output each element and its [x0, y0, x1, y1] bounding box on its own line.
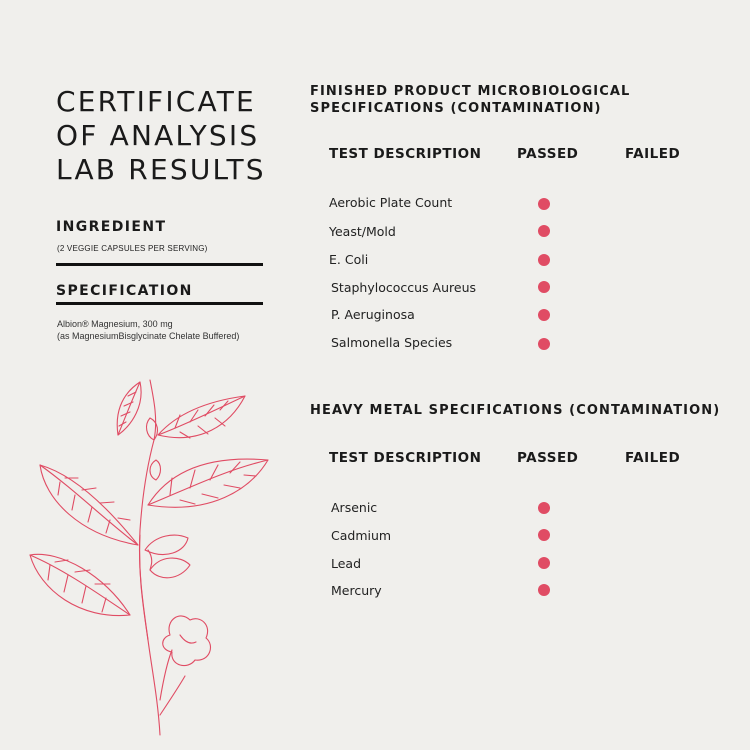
heavy-title: HEAVY METAL SPECIFICATIONS (CONTAMINATION) [310, 403, 721, 418]
ingredient-divider [56, 263, 263, 266]
micro-title-line-2: SPECIFICATIONS (CONTAMINATION) [310, 101, 602, 116]
specification-heading: SPECIFICATION [56, 283, 193, 299]
heavy-row-passed-dot [538, 557, 550, 569]
micro-row-label: Salmonella Species [331, 335, 453, 350]
micro-row-passed-dot [538, 281, 550, 293]
heavy-row-label: Cadmium [331, 528, 392, 543]
heavy-row-passed-dot [538, 529, 550, 541]
micro-row-passed-dot [538, 254, 550, 266]
heavy-row-passed-dot [538, 502, 550, 514]
micro-row-passed-dot [538, 225, 550, 237]
heavy-col-failed: FAILED [625, 450, 681, 466]
micro-row-label: Yeast/Mold [329, 224, 396, 239]
micro-row-passed-dot [538, 338, 550, 350]
specification-divider [56, 302, 263, 305]
micro-row-label: E. Coli [329, 252, 369, 267]
micro-col-test-description: TEST DESCRIPTION [329, 146, 482, 162]
heavy-col-passed: PASSED [517, 450, 579, 466]
micro-col-passed: PASSED [517, 146, 579, 162]
heavy-row-label: Mercury [331, 583, 382, 598]
heavy-row-label: Arsenic [331, 500, 378, 515]
heavy-row-passed-dot [538, 584, 550, 596]
heavy-row-label: Lead [331, 556, 362, 571]
micro-row-passed-dot [538, 198, 550, 210]
micro-row-passed-dot [538, 309, 550, 321]
micro-row-label: Aerobic Plate Count [329, 195, 453, 210]
title-line-2: OF ANALYSIS [56, 119, 260, 152]
title-line-1: CERTIFICATE [56, 85, 256, 118]
micro-row-label: Staphylococcus Aureus [331, 280, 477, 295]
ingredient-heading: INGREDIENT [56, 219, 167, 235]
title-line-3: LAB RESULTS [56, 153, 266, 186]
ingredient-note: (2 VEGGIE CAPSULES PER SERVING) [57, 244, 208, 253]
spec-line-2: (as MagnesiumBisglycinate Chelate Buffered) [57, 331, 240, 341]
spec-line-1: Albion® Magnesium, 300 mg [57, 319, 173, 329]
heavy-col-test-description: TEST DESCRIPTION [329, 450, 482, 466]
micro-title-line-1: FINISHED PRODUCT MICROBIOLOGICAL [310, 84, 631, 99]
plant-illustration-icon [20, 370, 280, 740]
micro-col-failed: FAILED [625, 146, 681, 162]
micro-row-label: P. Aeruginosa [331, 307, 415, 322]
